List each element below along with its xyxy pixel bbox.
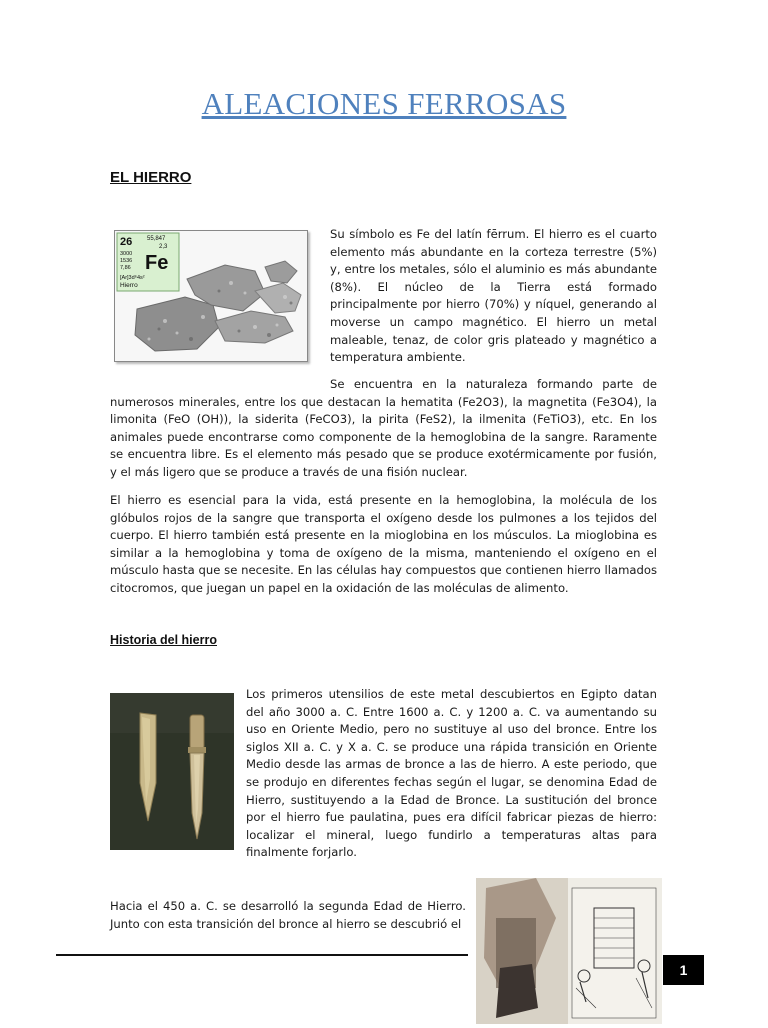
footer-rule <box>56 954 468 956</box>
daggers-illustration <box>110 693 234 850</box>
paragraph-second-iron-age: Hacia el 450 a. C. se desarrolló la segunda Edad de Hierro. Junto con esta transición del bronce al hierro se descubrió el <box>110 899 466 931</box>
paragraph-intro: Su símbolo es Fe del latín fērrum. El hierro es el cuarto elemento más abundante en la corteza terrestre (5%) y, entre los metales, sólo el aluminio es más abundante (8%). El núcleo de la Tierra está formado principalmente por hierro (70%) y níquel, generando al moverse un campo magnético. El hierro un metal maleable, tenaz, de color gris plateado y magnético a temperatura ambiente. <box>330 227 657 365</box>
page-number-badge: 1 <box>663 955 704 985</box>
element-value-2: 1536 <box>120 258 133 264</box>
iron-ore-image <box>114 230 308 362</box>
document-title: ALEACIONES FERROSAS <box>201 86 567 121</box>
element-name: Hierro <box>120 282 138 289</box>
element-mass: 55,847 <box>147 236 166 242</box>
element-electronegativity: 2,3 <box>159 244 168 250</box>
element-value-1: 3000 <box>120 251 133 257</box>
element-value-3: 7,86 <box>120 265 131 271</box>
paragraph-history: Los primeros utensilios de este metal descubiertos en Egipto datan del año 3000 a. C. Entre 1600 a. C. y 1200 a. C. va aumentando su uso en Oriente Medio, pero no sustituye al uso del bronce. Entre los siglos XII a. C. y X a. C. se produce una rápida transición en Oriente Medio desde las armas de bronce a las de hierro. A este periodo, que se produjo en diferentes fechas según el lugar, se denomina Edad de Hierro, sustituyendo a la Edad de Bronce. La sustitución del bronce por el hierro fue paulatina, pues era difícil fabricar piezas de hierro: localizar el mineral, luego fundirlo a temperaturas altas para finalmente forjarlo. <box>246 687 657 860</box>
engraving-illustration <box>476 878 662 1024</box>
element-config: [Ar]3d⁶4s² <box>120 275 145 281</box>
iron-daggers-image <box>110 693 234 850</box>
paragraph-minerals: Se encuentra en la naturaleza formando parte de numerosos minerales, entre los que destacan la hematita (Fe2O3), la magnetita (Fe3O4), la limonita (FeO (OH)), la siderita (FeCO3), la pirita (FeS2), la ilmenita (FeTiO3), etc. En los animales puede encontrarse como componente de la hemoglobina de la sangre. Raramente se encuentra libre. Es el elemento más pesado que se produce exotérmicamente por fusión, y el más ligero que se produce a través de una fisión nuclear. <box>110 377 657 479</box>
element-number: 26 <box>120 236 133 248</box>
iron-ore-illustration <box>115 231 307 361</box>
element-symbol: Fe <box>145 252 169 274</box>
engraving-image <box>476 878 662 1024</box>
subsection-heading-historia: Historia del hierro <box>110 633 217 647</box>
section-heading-el-hierro: EL HIERRO <box>110 169 192 186</box>
paragraph-biology: El hierro es esencial para la vida, está presente en la hemoglobina, la molécula de los glóbulos rojos de la sangre que transporta el oxígeno desde los pulmones a los tejidos del cuerpo. El hierro también está presente en la mioglobina en los músculos. La mioglobina es similar a la hemoglobina y toma de oxígeno de la misma, manteniendo el oxígeno en el músculo hasta que se necesite. En las células hay compuestos que contienen hierro llamados citocromos, que juegan un papel en la oxidación de las moléculas de alimento. <box>110 493 657 595</box>
